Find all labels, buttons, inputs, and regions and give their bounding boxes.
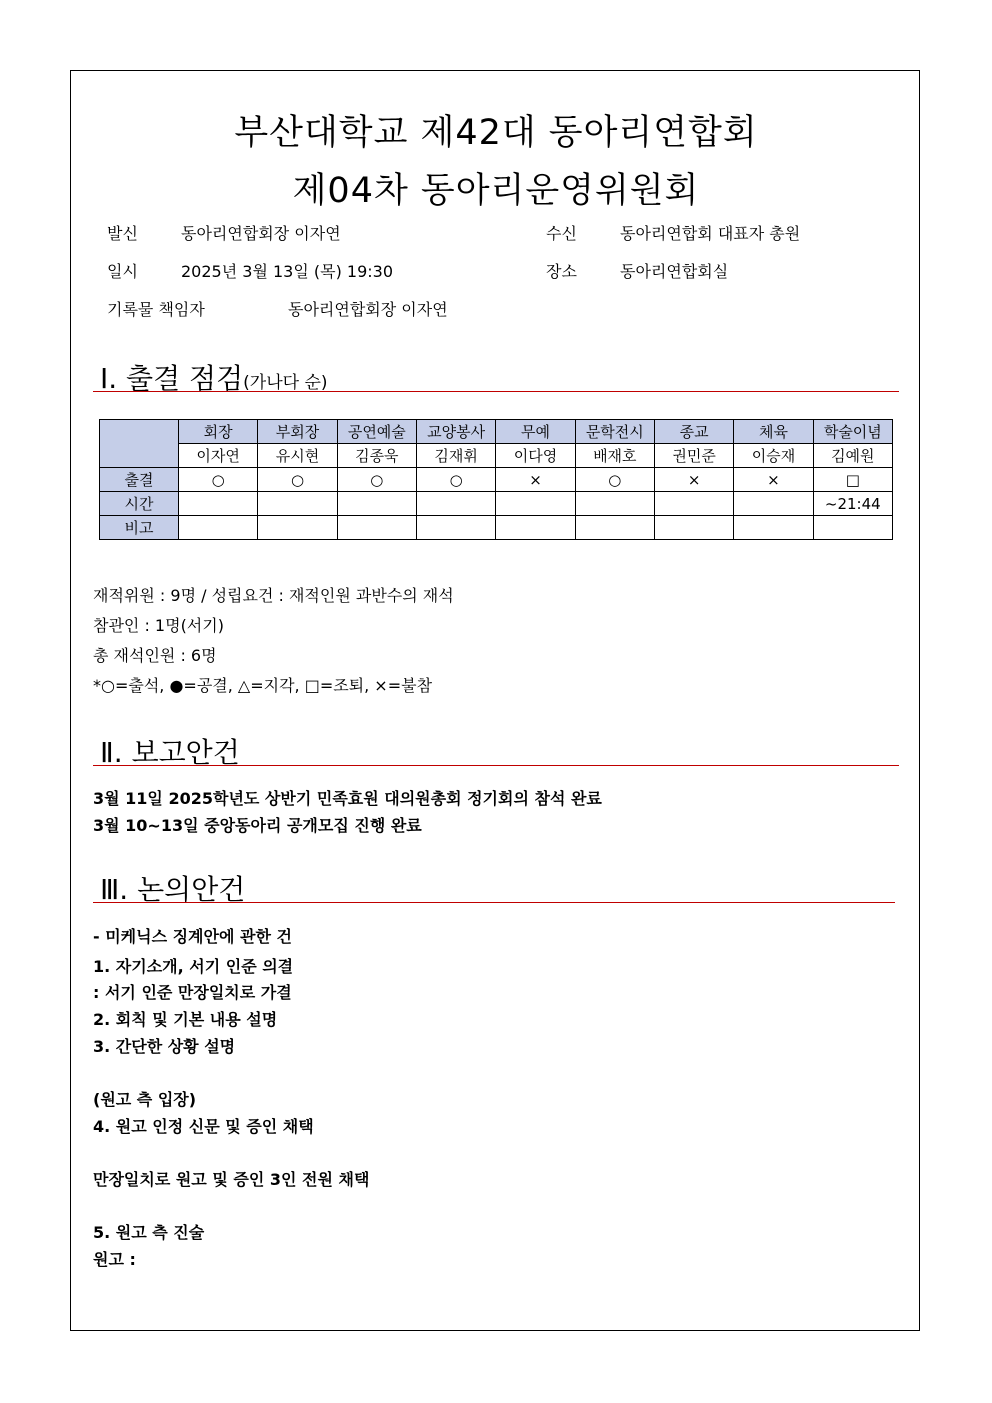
- quorum-line3: 총 재석인원 : 6명: [93, 646, 217, 665]
- from-value: 동아리연합회장 이자연: [181, 224, 341, 243]
- from-label: 발신: [107, 224, 138, 243]
- section2-rule: [93, 765, 899, 766]
- attendance-mark: ×: [654, 468, 733, 492]
- time-cell: [654, 492, 733, 516]
- attendance-mark: ○: [337, 468, 416, 492]
- row-label-remarks: 비고: [100, 516, 179, 540]
- table-row: [100, 492, 893, 516]
- discussion-line: 원고 :: [93, 1250, 136, 1269]
- name-cell: 권민준: [654, 444, 733, 468]
- report-item: 3월 10~13일 중앙동아리 공개모집 진행 완료: [93, 816, 422, 835]
- discussion-line: 2. 회칙 및 기본 내용 설명: [93, 1010, 278, 1029]
- discussion-line: : 서기 인준 만장일치로 가결: [93, 983, 292, 1002]
- to-label: 수신: [546, 224, 577, 243]
- role-cell: 부회장: [258, 420, 337, 444]
- role-cell: 학술이념: [813, 420, 892, 444]
- attendance-mark: ○: [575, 468, 654, 492]
- time-cell: [337, 492, 416, 516]
- time-cell: [575, 492, 654, 516]
- recorder-label: 기록물 책임자: [107, 300, 205, 319]
- remarks-cell: [337, 516, 416, 540]
- discussion-line: (원고 측 입장): [93, 1090, 197, 1109]
- discussion-line: 3. 간단한 상황 설명: [93, 1037, 236, 1056]
- role-cell: 회장: [179, 420, 258, 444]
- remarks-cell: [575, 516, 654, 540]
- name-cell: 배재호: [575, 444, 654, 468]
- section2-title: Ⅱ. 보고안건: [100, 736, 240, 769]
- section3-title: Ⅲ. 논의안건: [100, 873, 246, 906]
- remarks-cell: [416, 516, 495, 540]
- attendance-mark: ○: [179, 468, 258, 492]
- section1-title: Ⅰ. 출결 점검: [100, 362, 244, 395]
- row-label-time: 시간: [100, 492, 179, 516]
- remarks-cell: [179, 516, 258, 540]
- document-title-line1: 부산대학교 제42대 동아리연합회: [234, 113, 758, 153]
- time-cell: [258, 492, 337, 516]
- place-label: 장소: [546, 262, 577, 281]
- name-cell: 이다영: [496, 444, 575, 468]
- document-title-line2: 제04차 동아리운영위원회: [292, 171, 700, 211]
- attendance-mark: ○: [258, 468, 337, 492]
- table-row: [100, 420, 893, 444]
- role-cell: 문학전시: [575, 420, 654, 444]
- table-row: [100, 468, 893, 492]
- remarks-cell: [734, 516, 813, 540]
- table-row: [100, 444, 893, 468]
- discussion-line: 1. 자기소개, 서기 인준 의결: [93, 957, 294, 976]
- name-cell: 이자연: [179, 444, 258, 468]
- name-cell: 유시현: [258, 444, 337, 468]
- role-cell: 교양봉사: [416, 420, 495, 444]
- role-cell: 체육: [734, 420, 813, 444]
- remarks-cell: [496, 516, 575, 540]
- section1-note: (가나다 순): [243, 373, 328, 393]
- quorum-line2: 참관인 : 1명(서기): [93, 616, 224, 635]
- time-cell: [496, 492, 575, 516]
- name-cell: 김예원: [813, 444, 892, 468]
- time-cell: ~21:44: [813, 492, 892, 516]
- remarks-cell: [258, 516, 337, 540]
- role-cell: 무예: [496, 420, 575, 444]
- attendance-mark: ×: [734, 468, 813, 492]
- to-value: 동아리연합회 대표자 총원: [620, 224, 801, 243]
- row-label-attendance: 출결: [100, 468, 179, 492]
- section1-rule: [93, 391, 899, 392]
- attendance-table: [99, 419, 893, 540]
- discussion-line: 5. 원고 측 진술: [93, 1223, 205, 1242]
- attendance-mark: ○: [416, 468, 495, 492]
- role-cell: 종교: [654, 420, 733, 444]
- place-value: 동아리연합회실: [620, 262, 729, 281]
- table-row: [100, 516, 893, 540]
- remarks-cell: [654, 516, 733, 540]
- time-cell: [179, 492, 258, 516]
- attendance-mark: ×: [496, 468, 575, 492]
- remarks-cell: [813, 516, 892, 540]
- discussion-line: 4. 원고 인정 신문 및 증인 채택: [93, 1117, 314, 1136]
- discussion-line: 만장일치로 원고 및 증인 3인 전원 채택: [93, 1170, 370, 1189]
- role-cell: 공연예술: [337, 420, 416, 444]
- name-cell: 김종욱: [337, 444, 416, 468]
- table-corner-cell: [100, 420, 179, 468]
- date-label: 일시: [107, 262, 138, 281]
- report-item: 3월 11일 2025학년도 상반기 민족효원 대의원총회 정기회의 참석 완료: [93, 789, 602, 808]
- name-cell: 이승재: [734, 444, 813, 468]
- discussion-line: - 미케닉스 징계안에 관한 건: [93, 927, 292, 946]
- date-value: 2025년 3월 13일 (목) 19:30: [181, 262, 394, 281]
- attendance-mark: □: [813, 468, 892, 492]
- quorum-line1: 재적위원 : 9명 / 성립요건 : 재적인원 과반수의 재석: [93, 586, 454, 605]
- recorder-value: 동아리연합회장 이자연: [288, 300, 448, 319]
- time-cell: [416, 492, 495, 516]
- attendance-legend: *○=출석, ●=공결, △=지각, □=조퇴, ×=불참: [93, 676, 433, 695]
- time-cell: [734, 492, 813, 516]
- section3-rule: [93, 902, 895, 903]
- name-cell: 김재휘: [416, 444, 495, 468]
